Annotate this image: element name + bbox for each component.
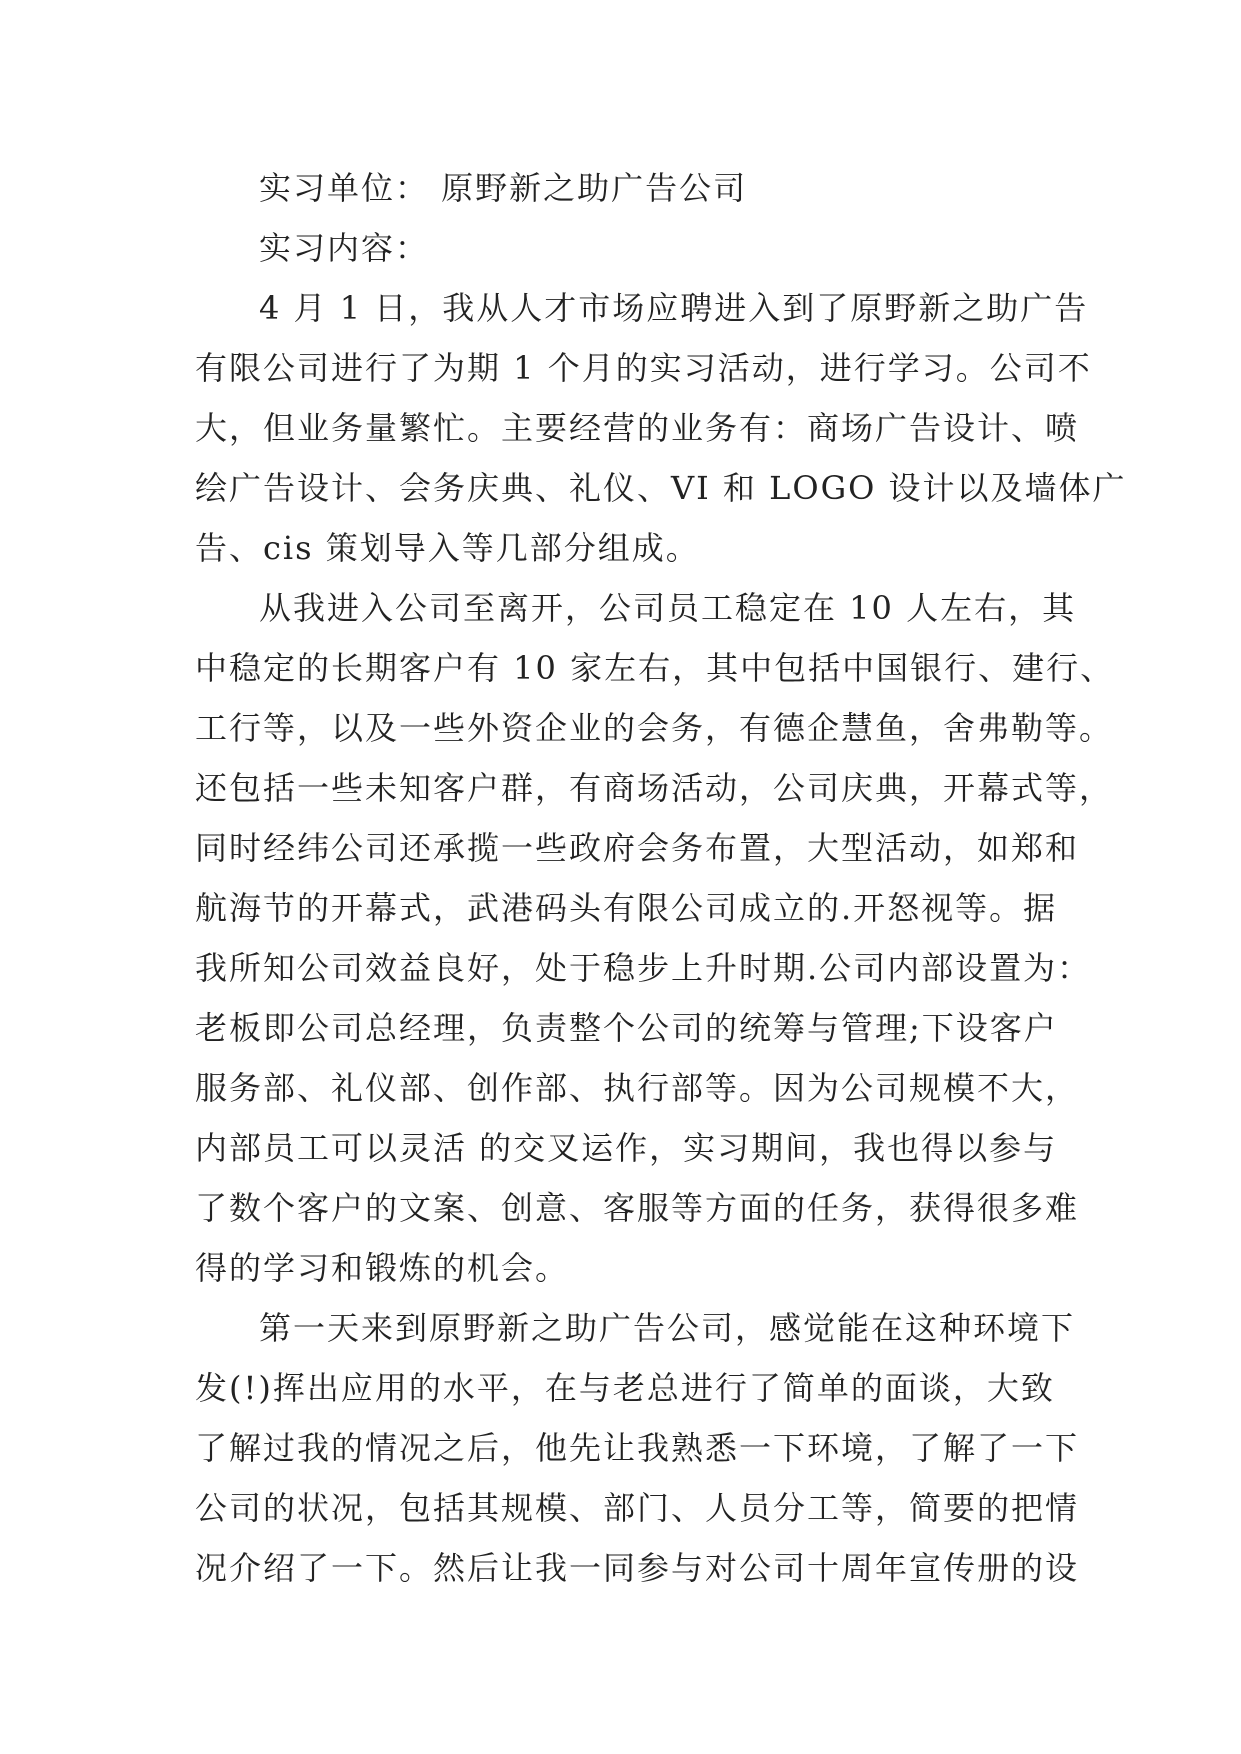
text-line: 告、cis 策划导入等几部分组成。	[195, 529, 700, 567]
text-line: 有限公司进行了为期 1 个月的实习活动，进行学习。公司不	[195, 349, 1092, 387]
text-line: 4 月 1 日，我从人才市场应聘进入到了原野新之助广告	[259, 289, 1089, 327]
text-line: 同时经纬公司还承揽一些政府会务布置，大型活动，如郑和	[195, 829, 1080, 867]
text-line: 了解过我的情况之后，他先让我熟悉一下环境，了解了一下	[195, 1429, 1080, 1467]
text-line: 实习内容：	[259, 229, 430, 267]
text-line: 老板即公司总经理，负责整个公司的统筹与管理;下设客户	[195, 1009, 1058, 1047]
text-line: 工行等，以及一些外资企业的会务，有德企慧鱼，舍弗勒等。	[195, 709, 1114, 747]
text-line: 第一天来到原野新之助广告公司，感觉能在这种环境下	[259, 1309, 1076, 1347]
text-line: 况介绍了一下。然后让我一同参与对公司十周年宣传册的设	[195, 1549, 1080, 1587]
text-line: 航海节的开幕式，武港码头有限公司成立的.开怒视等。据	[195, 889, 1058, 927]
text-line: 我所知公司效益良好，处于稳步上升时期.公司内部设置为：	[195, 949, 1092, 987]
text-line: 实习单位： 原野新之助广告公司	[259, 169, 748, 207]
text-line: 内部员工可以灵活 的交叉运作，实习期间，我也得以参与	[195, 1129, 1058, 1167]
text-line: 公司的状况，包括其规模、部门、人员分工等，简要的把情	[195, 1489, 1080, 1527]
text-line: 中稳定的长期客户有 10 家左右，其中包括中国银行、建行、	[195, 649, 1115, 687]
text-line: 大，但业务量繁忙。主要经营的业务有：商场广告设计、喷	[195, 409, 1080, 447]
text-line: 从我进入公司至离开，公司员工稳定在 10 人左右，其	[259, 589, 1077, 627]
text-line: 服务部、礼仪部、创作部、执行部等。因为公司规模不大，	[195, 1069, 1080, 1107]
text-line: 绘广告设计、会务庆典、礼仪、VI 和 LOGO 设计以及墙体广	[195, 469, 1127, 507]
text-line: 发(!)挥出应用的水平，在与老总进行了简单的面谈，大致	[195, 1369, 1055, 1407]
text-line: 了数个客户的文案、创意、客服等方面的任务，获得很多难	[195, 1189, 1080, 1227]
text-line: 得的学习和锻炼的机会。	[195, 1249, 570, 1287]
text-line: 还包括一些未知客户群，有商场活动，公司庆典，开幕式等，	[195, 769, 1114, 807]
document-body	[195, 158, 1127, 1598]
